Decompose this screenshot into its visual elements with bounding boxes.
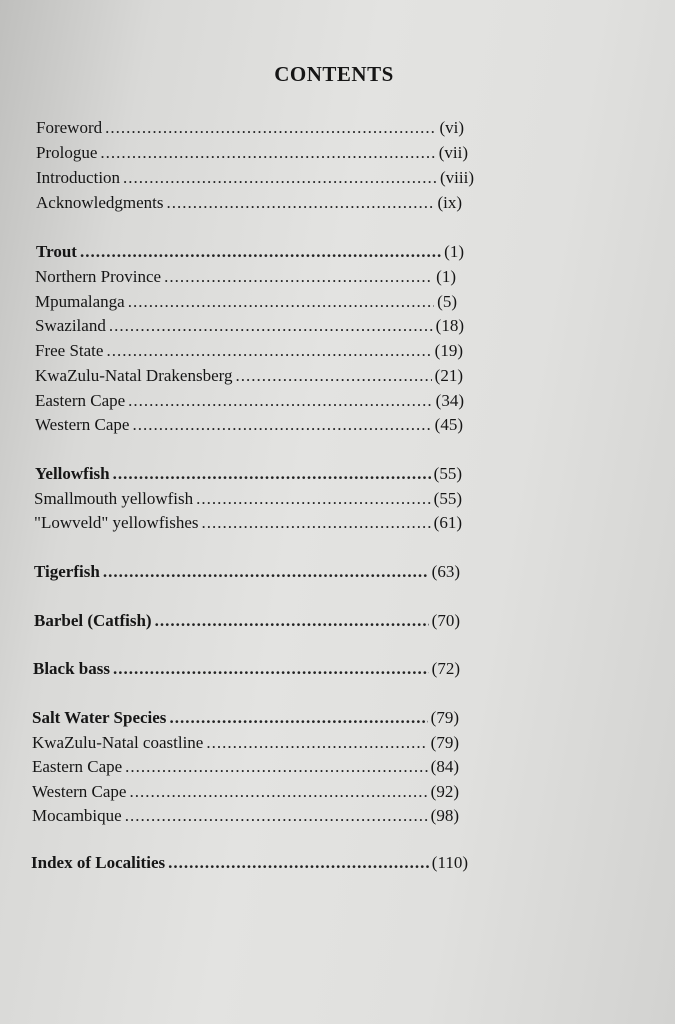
dot-leader bbox=[123, 168, 437, 188]
toc-section-page: (110) bbox=[431, 853, 468, 872]
dot-leader bbox=[113, 659, 429, 679]
toc-entry-page: (61) bbox=[433, 513, 462, 532]
toc-entry-eastern-cape-salt bbox=[32, 757, 459, 777]
toc-entry-page: (18) bbox=[435, 316, 464, 335]
dot-leader bbox=[125, 757, 428, 777]
toc-entry-page: (84) bbox=[430, 757, 459, 776]
toc-entry-lowveld-yellowfishes bbox=[34, 513, 462, 533]
toc-section-label: Barbel (Catfish) bbox=[34, 611, 152, 630]
toc-entry-label: Swaziland bbox=[35, 316, 106, 335]
dot-leader bbox=[235, 366, 431, 386]
toc-section-label: Index of Localities bbox=[31, 853, 166, 872]
dot-leader bbox=[164, 267, 433, 287]
toc-section-black-bass bbox=[33, 659, 460, 679]
dot-leader bbox=[80, 242, 441, 262]
toc-entry-label: Western Cape bbox=[35, 415, 130, 434]
toc-entry-page: (45) bbox=[434, 415, 463, 434]
toc-entry-label: Prologue bbox=[36, 143, 98, 162]
dot-leader bbox=[202, 513, 431, 533]
toc-entry-label: Mpumalanga bbox=[35, 292, 125, 311]
dot-leader bbox=[206, 733, 427, 753]
toc-section-label: Trout bbox=[36, 242, 77, 261]
toc-entry-page: (21) bbox=[434, 366, 463, 385]
toc-entry-eastern-cape bbox=[35, 391, 464, 411]
toc-section-label: Yellowfish bbox=[35, 464, 110, 483]
toc-section-page: (70) bbox=[431, 611, 460, 630]
dot-leader bbox=[106, 341, 431, 361]
toc-entry-introduction bbox=[36, 168, 474, 188]
dot-leader bbox=[103, 562, 429, 582]
page-title: CONTENTS bbox=[274, 62, 394, 86]
dot-leader bbox=[168, 853, 429, 873]
toc-entry-label: Eastern Cape bbox=[35, 391, 126, 410]
toc-entry-label: Introduction bbox=[36, 168, 121, 187]
toc-entry-foreword bbox=[36, 118, 464, 138]
toc-entry-page: (19) bbox=[434, 341, 463, 360]
toc-entry-label: KwaZulu-Natal coastline bbox=[32, 733, 204, 752]
toc-entry-label: Smallmouth yellowfish bbox=[34, 489, 194, 508]
toc-entry-prologue bbox=[36, 143, 468, 163]
toc-section-label: Tigerfish bbox=[34, 562, 100, 581]
toc-entry-page: (5) bbox=[437, 292, 457, 311]
toc-entry-page: (1) bbox=[436, 267, 456, 286]
toc-section-page: (79) bbox=[430, 708, 459, 727]
toc-entry-western-cape-salt bbox=[32, 782, 459, 802]
toc-entry-swaziland bbox=[35, 316, 464, 336]
toc-section-label: Black bass bbox=[33, 659, 110, 678]
toc-entry-label: "Lowveld" yellowfishes bbox=[34, 513, 199, 532]
dot-leader bbox=[196, 489, 431, 509]
dot-leader bbox=[100, 143, 435, 163]
toc-entry-free-state bbox=[35, 341, 463, 361]
dot-leader bbox=[132, 415, 431, 435]
toc-section-page: (1) bbox=[444, 242, 464, 261]
dot-leader bbox=[128, 292, 434, 312]
toc-section-page: (72) bbox=[431, 659, 460, 678]
dot-leader bbox=[155, 611, 429, 631]
dot-leader bbox=[166, 193, 434, 213]
dot-leader bbox=[128, 391, 433, 411]
toc-entry-label: Eastern Cape bbox=[32, 757, 123, 776]
toc-entry-page: (92) bbox=[430, 782, 459, 801]
toc-section-trout bbox=[36, 242, 464, 262]
toc-entry-label: Western Cape bbox=[32, 782, 127, 801]
toc-entry-page: (vii) bbox=[438, 143, 468, 162]
toc-entry-label: Mocambique bbox=[32, 806, 122, 825]
toc-entry-page: (79) bbox=[430, 733, 459, 752]
toc-entry-page: (vi) bbox=[439, 118, 464, 137]
dot-leader bbox=[109, 316, 433, 336]
toc-section-barbel bbox=[34, 611, 460, 631]
dot-leader bbox=[105, 118, 436, 138]
toc-section-page: (63) bbox=[431, 562, 460, 581]
toc-entry-kwazulu-natal-drakensberg bbox=[35, 366, 463, 386]
toc-entry-page: (55) bbox=[433, 489, 462, 508]
dot-leader bbox=[129, 782, 427, 802]
toc-entry-acknowledgments bbox=[36, 193, 462, 213]
toc-entry-label: Foreword bbox=[36, 118, 103, 137]
toc-section-label: Salt Water Species bbox=[32, 708, 167, 727]
dot-leader bbox=[169, 708, 427, 728]
toc-entry-mocambique bbox=[32, 806, 459, 826]
toc-entry-label: Acknowledgments bbox=[36, 193, 164, 212]
toc-entry-page: (ix) bbox=[437, 193, 462, 212]
toc-entry-label: Northern Province bbox=[35, 267, 162, 286]
toc-entry-mpumalanga bbox=[35, 292, 457, 312]
toc-entry-label: Free State bbox=[35, 341, 104, 360]
toc-entry-northern-province bbox=[35, 267, 456, 287]
toc-entry-page: (98) bbox=[430, 806, 459, 825]
toc-entry-western-cape bbox=[35, 415, 463, 435]
toc-entry-smallmouth-yellowfish bbox=[34, 489, 462, 509]
dot-leader bbox=[113, 464, 431, 484]
toc-entry-page: (34) bbox=[435, 391, 464, 410]
toc-section-index-of-localities bbox=[31, 853, 468, 873]
dot-leader bbox=[125, 806, 428, 826]
toc-section-yellowfish bbox=[35, 464, 462, 484]
toc-section-tigerfish bbox=[34, 562, 460, 582]
toc-entry-page: (viii) bbox=[440, 168, 474, 187]
toc-section-page: (55) bbox=[433, 464, 462, 483]
toc-entry-kwazulu-natal-coastline bbox=[32, 733, 459, 753]
toc-entry-label: KwaZulu-Natal Drakensberg bbox=[35, 366, 233, 385]
toc-section-salt-water-species bbox=[32, 708, 459, 728]
